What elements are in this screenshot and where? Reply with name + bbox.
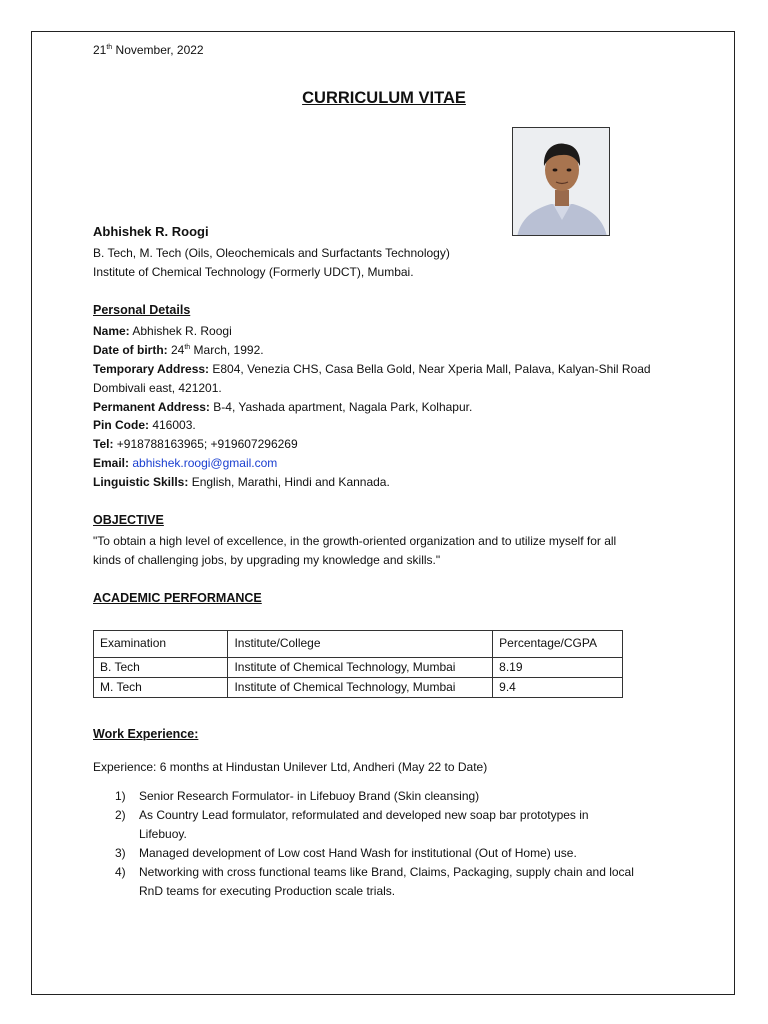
table-row [94, 658, 623, 678]
academic-table [93, 630, 623, 698]
linguistic-value: English, Marathi, Hindi and Kannada. [188, 475, 390, 489]
objective-heading: OBJECTIVE [93, 513, 164, 527]
date-day: 21 [93, 43, 107, 57]
date-suffix: th [106, 44, 113, 51]
column-header: Percentage/CGPA [493, 631, 623, 658]
list-item-text: Lifebuoy. [139, 827, 187, 841]
work-experience-heading: Work Experience: [93, 727, 199, 741]
personal-temp-address [93, 360, 651, 379]
table-cell: 9.4 [493, 678, 623, 698]
list-item-text: RnD teams for executing Production scale trials. [139, 884, 396, 898]
column-header: Institute/College [228, 631, 493, 658]
dob-day: 24 [167, 343, 185, 357]
profile-photo [512, 127, 610, 236]
list-item-text: Managed development of Low cost Hand Wash for institutional (Out of Home) use. [139, 846, 577, 860]
perm-address-value: B-4, Yashada apartment, Nagala Park, Kolhapur. [209, 400, 473, 414]
personal-email [93, 454, 277, 473]
list-item-number: 4) [115, 865, 126, 879]
person-photo-icon [513, 128, 610, 236]
list-item-text: As Country Lead formulator, reformulated and developed new soap bar prototypes in [139, 808, 589, 822]
linguistic-label: Linguistic Skills: [93, 475, 189, 489]
candidate-name: Abhishek R. Roogi [93, 224, 209, 239]
list-item-number: 3) [115, 846, 126, 860]
list-item [93, 863, 693, 901]
personal-tel [93, 435, 298, 454]
temp-address-label: Temporary Address: [93, 362, 210, 376]
candidate-institute: Institute of Chemical Technology (Formerly UDCT), Mumbai. [93, 265, 414, 279]
list-item-text: Networking with cross functional teams like Brand, Claims, Packaging, supply chain and local [139, 865, 634, 879]
table-header-row [94, 631, 623, 658]
table-cell: Institute of Chemical Technology, Mumbai [228, 678, 493, 698]
personal-name [93, 322, 232, 341]
tel-value: +918788163965; +919607296269 [113, 437, 298, 451]
objective-line-2: kinds of challenging jobs, by upgrading my knowledge and skills." [93, 553, 441, 567]
table-cell: B. Tech [94, 658, 228, 678]
email-link[interactable]: abhishek.roogi@gmail.com [132, 456, 278, 470]
temp-address-value: E804, Venezia CHS, Casa Bella Gold, Near Xperia Mall, Palava, Kalyan-Shil Road [209, 362, 651, 376]
candidate-degree: B. Tech, M. Tech (Oils, Oleochemicals and Surfactants Technology) [93, 246, 450, 260]
table-cell: 8.19 [493, 658, 623, 678]
personal-perm-address [93, 398, 472, 417]
personal-temp-address-line2: Dombivali east, 421201. [93, 381, 222, 395]
personal-linguistic [93, 473, 390, 492]
table-cell: Institute of Chemical Technology, Mumbai [228, 658, 493, 678]
name-label: Name: [93, 324, 130, 338]
list-item [93, 844, 693, 863]
dob-label: Date of birth: [93, 343, 168, 357]
email-label: Email: [93, 456, 130, 470]
list-item [93, 806, 693, 844]
table-cell: M. Tech [94, 678, 228, 698]
work-experience-list [93, 787, 693, 901]
work-experience-summary: Experience: 6 months at Hindustan Unilever Ltd, Andheri (May 22 to Date) [93, 760, 488, 774]
personal-dob [93, 341, 264, 360]
document-date [93, 41, 204, 60]
personal-details-heading: Personal Details [93, 303, 191, 317]
list-item-number: 1) [115, 789, 126, 803]
list-item-number: 2) [115, 808, 126, 822]
table-row [94, 678, 623, 698]
tel-label: Tel: [93, 437, 114, 451]
perm-address-label: Permanent Address: [93, 400, 210, 414]
dob-suffix: th [184, 344, 191, 351]
document-title: CURRICULUM VITAE [302, 89, 466, 107]
list-item-text: Senior Research Formulator- in Lifebuoy Brand (Skin cleansing) [139, 789, 480, 803]
date-rest: November, 2022 [112, 43, 204, 57]
dob-rest: March, 1992. [190, 343, 264, 357]
objective-line-1: "To obtain a high level of excellence, in the growth-oriented organization and to utilize myself for all [93, 534, 617, 548]
pin-value: 416003. [149, 418, 196, 432]
column-header: Examination [94, 631, 228, 658]
pin-label: Pin Code: [93, 418, 149, 432]
personal-pin [93, 416, 196, 435]
name-value: Abhishek R. Roogi [129, 324, 232, 338]
academic-heading: ACADEMIC PERFORMANCE [93, 591, 262, 605]
list-item [93, 787, 693, 806]
